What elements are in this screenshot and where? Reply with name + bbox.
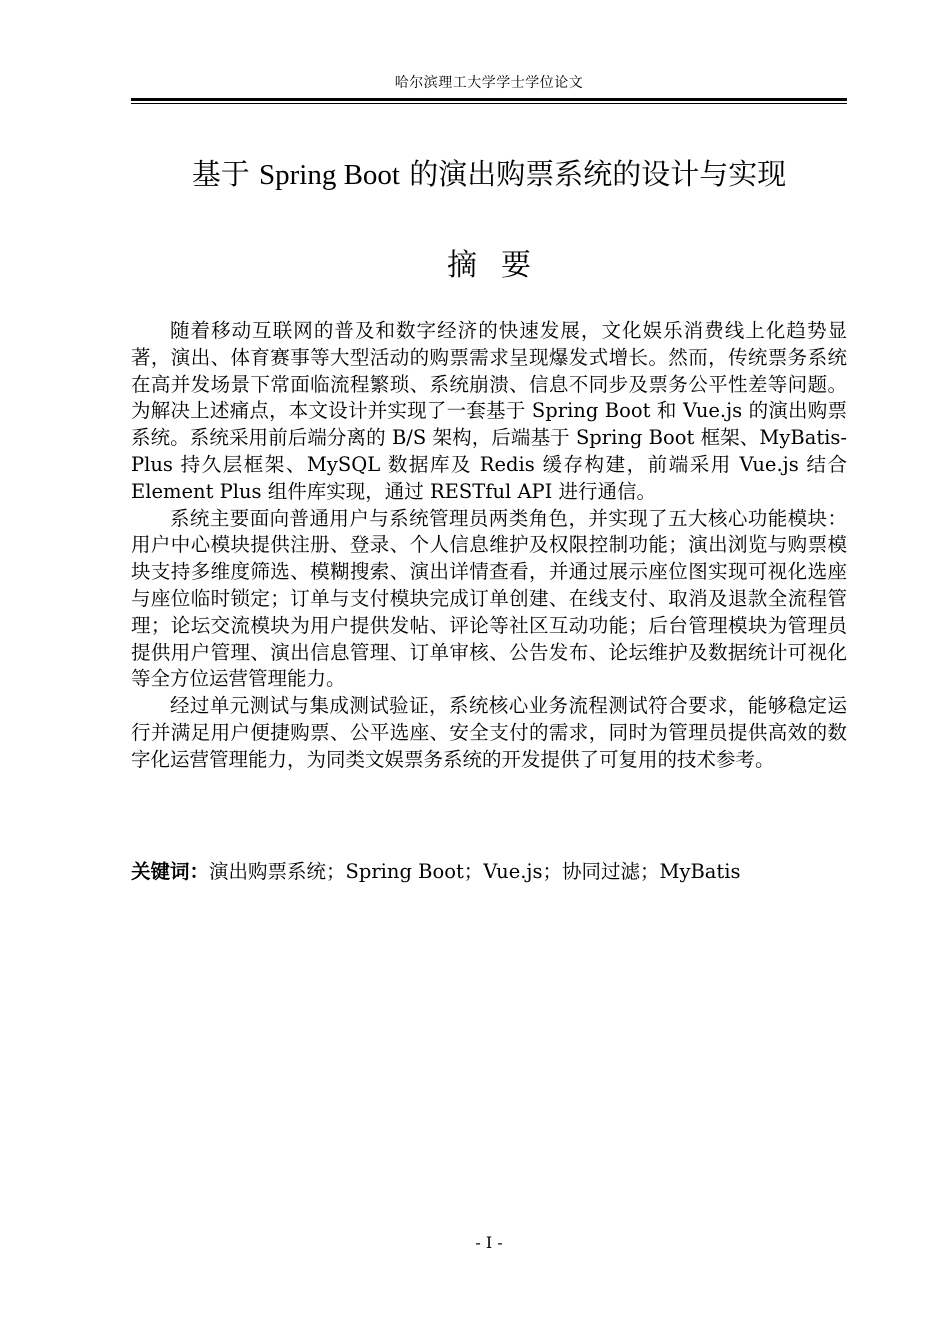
running-header: 哈尔滨理工大学学士学位论文 <box>394 75 584 91</box>
title-latin: Spring Boot <box>258 159 400 191</box>
abstract-paragraph-3: 经过单元测试与集成测试验证，系统核心业务流程测试符合要求，能够稳定运行并满足用户便捷购票、公平选座、安全支付的需求，同时为管理员提供高效的数字化运营管理能力，为同类文娱票务系统的开发提供了可复用的技术参考。 <box>131 694 847 771</box>
header-rule-thick <box>131 98 847 101</box>
title-prefix: 基于 <box>191 157 259 191</box>
thesis-title <box>131 152 847 197</box>
title-suffix: 的演出购票系统的设计与实现 <box>399 157 787 191</box>
keywords-line <box>131 858 847 886</box>
page-number: - I - <box>475 1233 503 1252</box>
header-rule-thin <box>131 103 847 104</box>
abstract-paragraph-2: 系统主要面向普通用户与系统管理员两类角色，并实现了五大核心功能模块：用户中心模块提供注册、登录、个人信息维护及权限控制功能；演出浏览与购票模块支持多维度筛选、模糊搜索、演出详情查看，并通过展示座位图实现可视化选座与座位临时锁定；订单与支付模块完成订单创建、在线支付、取消及退款全流程管理；论坛交流模块为用户提供发帖、评论等社区互动功能；后台管理模块为管理员提供用户管理、演出信息管理、订单审核、公告发布、论坛维护及数据统计可视化等全方位运营管理能力。 <box>131 506 847 691</box>
abstract-heading: 摘要 <box>447 248 555 283</box>
keywords-text: 演出购票系统；Spring Boot；Vue.js；协同过滤；MyBatis <box>209 860 741 883</box>
keywords-label: 关键词： <box>131 860 210 883</box>
abstract-body <box>131 318 847 774</box>
abstract-paragraph-1: 随着移动互联网的普及和数字经济的快速发展，文化娱乐消费线上化趋势显著，演出、体育赛事等大型活动的购票需求呈现爆发式增长。然而，传统票务系统在高并发场景下常面临流程繁琐、系统崩溃、信息不同步及票务公平性差等问题。为解决上述痛点，本文设计并实现了一套基于 Spring Boot 和 Vue.js 的演出购票系统。系统采用前后端分离的 B/S 架构，后端基于 Spring Boot 框架、MyBatis-Plus 持久层框架、MySQL 数据库及 Redis 缓存构建，前端采用 Vue.js 结合 Element Plus 组件库实现，通过 RESTful API 进行通信。 <box>131 319 847 503</box>
